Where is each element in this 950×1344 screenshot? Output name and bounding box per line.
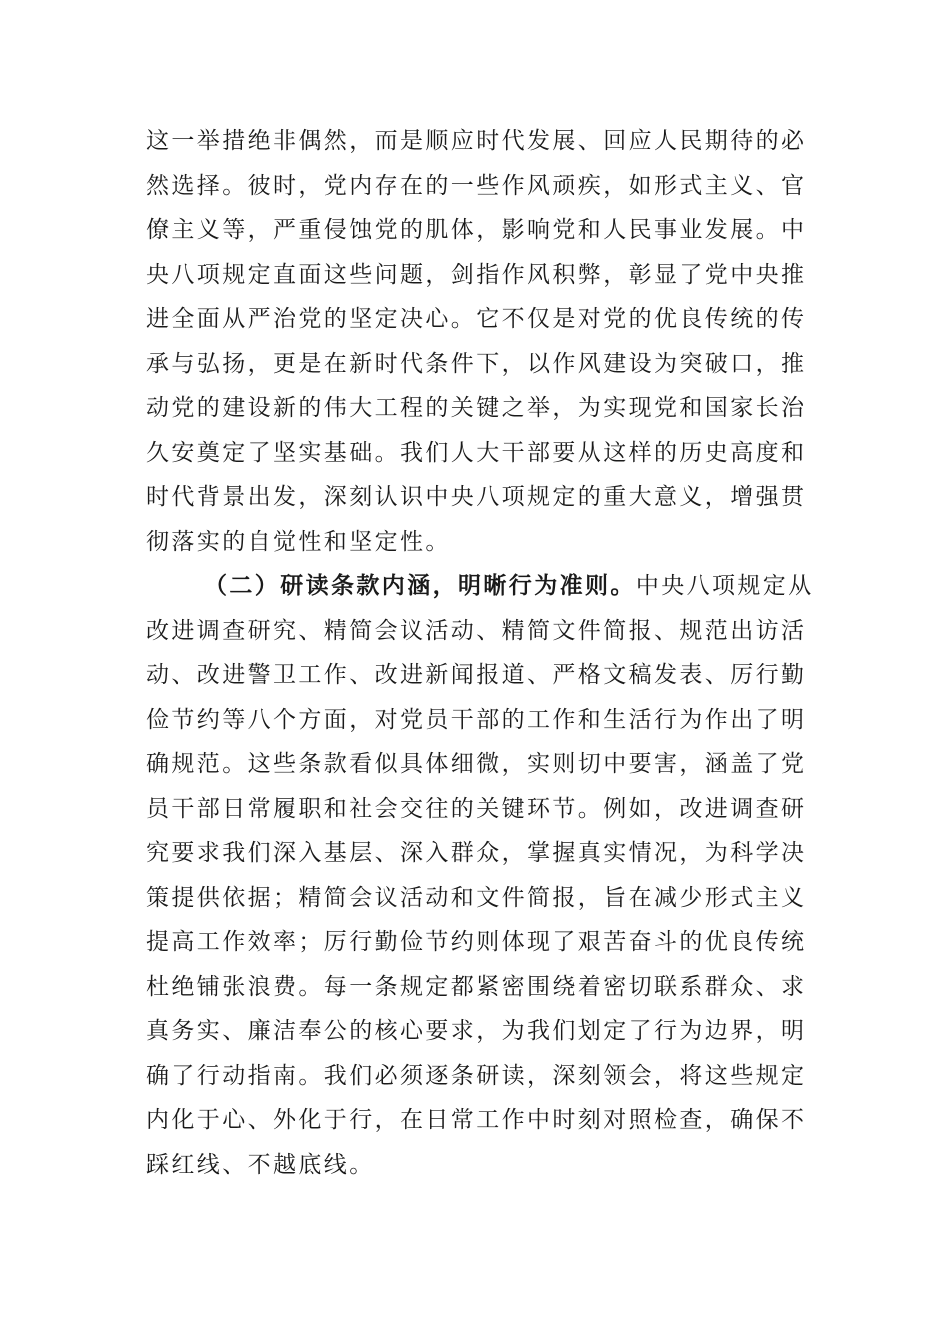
section-heading: （二）研读条款内涵，明晰行为准则。 bbox=[204, 572, 636, 599]
paragraph-line: 央八项规定直面这些问题，剑指作风积弊，彰显了党中央推 bbox=[146, 261, 807, 288]
paragraph-line: 确规范。这些条款看似具体细微，实则切中要害，涵盖了党 bbox=[146, 751, 807, 777]
paragraph-line: 这一举措绝非偶然，而是顺应时代发展、回应人民期待的必 bbox=[146, 128, 807, 154]
paragraph-line: 踩红线、不越底线。 bbox=[146, 1151, 375, 1178]
paragraph-line: 久安奠定了坚实基础。我们人大干部要从这样的历史高度和 bbox=[146, 439, 807, 466]
paragraph-line: 然选择。彼时，党内存在的一些作风顽疾，如形式主义、官 bbox=[146, 172, 807, 199]
paragraph-line: 策提供依据；精简会议活动和文件简报，旨在减少形式主义 bbox=[146, 884, 807, 911]
paragraph-line: 俭节约等八个方面，对党员干部的工作和生活行为作出了明 bbox=[146, 706, 807, 733]
paragraph-line: 动、改进警卫工作、改进新闻报道、严格文稿发表、厉行勤 bbox=[146, 662, 807, 688]
paragraph-line: 僚主义等，严重侵蚀党的肌体，影响党和人民事业发展。中 bbox=[146, 217, 807, 243]
paragraph-line: 确了行动指南。我们必须逐条研读，深刻领会，将这些规定 bbox=[146, 1062, 807, 1089]
first-line-rest: 中央八项规定从 bbox=[635, 573, 814, 599]
paragraph-line: 提高工作效率；厉行勤俭节约则体现了艰苦奋斗的优良传统 bbox=[146, 929, 807, 955]
paragraph-line: 内化于心、外化于行，在日常工作中时刻对照检查，确保不 bbox=[146, 1107, 807, 1133]
paragraph-2 bbox=[146, 564, 814, 1187]
paragraph-first-line bbox=[146, 564, 814, 609]
paragraph-line: 改进调查研究、精简会议活动、精简文件简报、规范出访活 bbox=[146, 617, 807, 644]
paragraph-line: 承与弘扬，更是在新时代条件下，以作风建设为突破口，推 bbox=[146, 350, 807, 377]
paragraph-line: 进全面从严治党的坚定决心。它不仅是对党的优良传统的传 bbox=[146, 306, 807, 332]
paragraph-line: 究要求我们深入基层、深入群众，掌握真实情况，为科学决 bbox=[146, 840, 807, 866]
paragraph-line: 真务实、廉洁奉公的核心要求，为我们划定了行为边界，明 bbox=[146, 1018, 807, 1044]
paragraph-line: 动党的建设新的伟大工程的关键之举，为实现党和国家长治 bbox=[146, 395, 807, 421]
paragraph-line: 彻落实的自觉性和坚定性。 bbox=[146, 528, 451, 555]
paragraph-line: 员干部日常履职和社会交往的关键环节。例如，改进调查研 bbox=[146, 795, 807, 822]
paragraph-line: 杜绝铺张浪费。每一条规定都紧密围绕着密切联系群众、求 bbox=[146, 973, 807, 1000]
paragraph-1 bbox=[146, 119, 810, 564]
paragraph-line: 时代背景出发，深刻认识中央八项规定的重大意义，增强贯 bbox=[146, 484, 807, 510]
